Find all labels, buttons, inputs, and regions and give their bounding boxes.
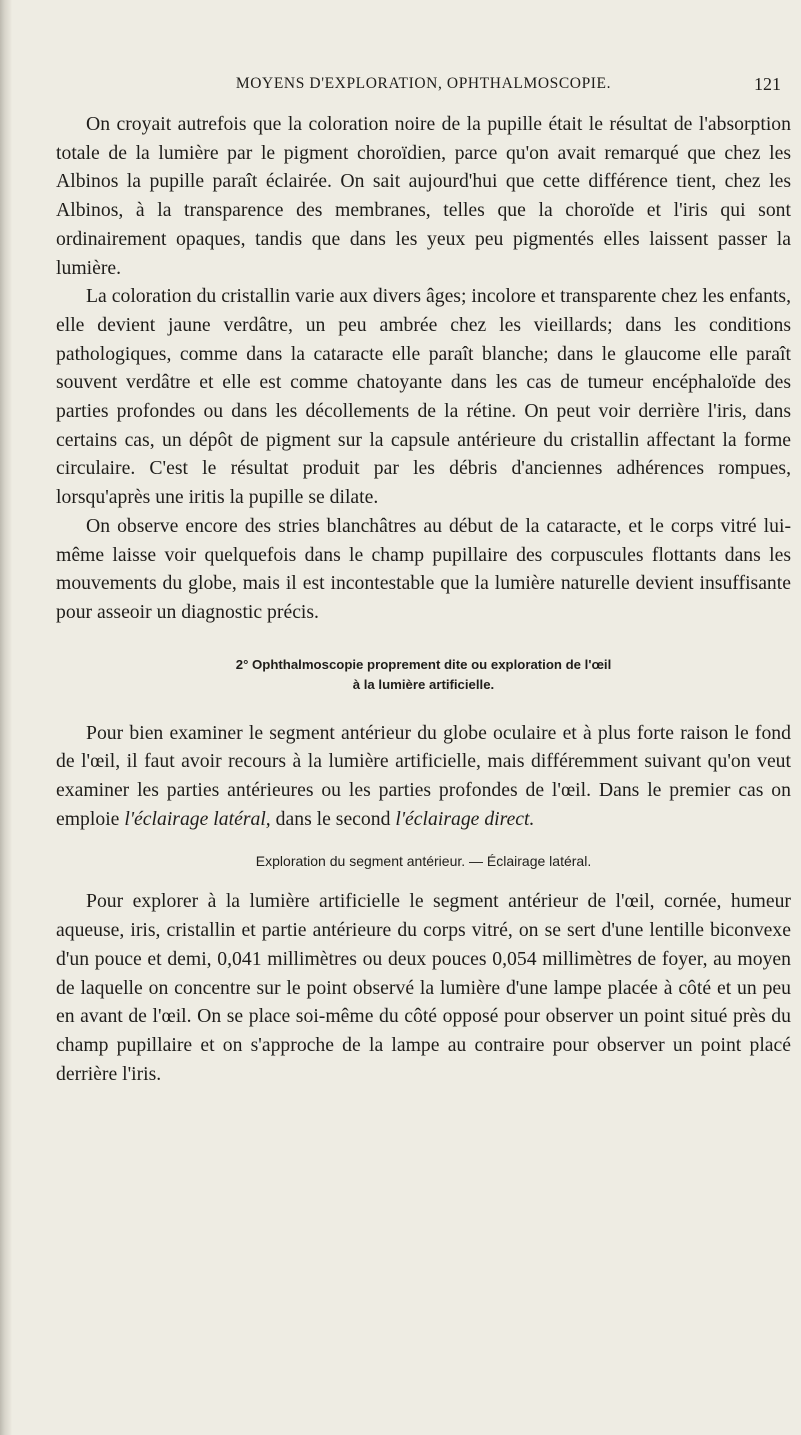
- body-text: [56, 110, 791, 1088]
- paragraph-pupil-coloration: On croyait autrefois que la coloration noire de la pupille était le résultat de l'absorption totale de la lumière par le pigment choroïdien, parce qu'on avait remarqué que chez les Albinos la pupille paraît éclairée. On sait aujourd'hui que cette différence tient, chez les Albinos, à la transparence des membranes, telles que la choroïde et l'iris qui sont ordinairement opaques, tandis que dans les yeux peu pigmentés elles laissent passer la lumière.: [56, 113, 791, 279]
- paragraph-lateral-lighting: Pour explorer à la lumière artificielle le segment antérieur de l'œil, cornée, humeur aqueuse, iris, cristallin et partie antérieure du corps vitré, on se sert d'une lentille biconvexe d'un pouce et demi, 0,041 millimètres ou deux pouces 0,054 millimètres de foyer, au moyen de laquelle on concentre sur le point observé la lumière d'une lampe placée à côté et un peu en avant de l'œil. On se place soi-même du côté opposé pour observer un point situé près du champ pupillaire et on s'approche de la lampe au contraire pour observer un point placé derrière l'iris.: [56, 890, 791, 1085]
- page-binding-shadow: [0, 0, 12, 1435]
- section-heading-line2: à la lumière artificielle.: [352, 676, 495, 692]
- running-head: MOYENS D'EXPLORATION, OPHTHALMOSCOPIE.: [235, 75, 612, 92]
- italic-eclairage-lateral: l'éclairage latéral,: [124, 807, 271, 830]
- section-heading-line1: 2° Ophthalmoscopie proprement dite ou exploration de l'œil: [235, 656, 612, 672]
- subsection-heading: Exploration du segment antérieur. — Éclairage latéral.: [255, 853, 592, 870]
- paragraph-artificial-light-text-a: Pour bien examiner le segment antérieur du globe oculaire et à plus forte raison le fond de l'œil, il faut avoir recours à la lumière artificielle, mais différemment suivant qu'on veut examiner les parties antérieures ou les parties profondes de l'œil. Dans le premier cas on emploie: [56, 721, 791, 830]
- page-header: [56, 75, 791, 95]
- page-number: 121: [754, 74, 781, 94]
- paragraph-artificial-light-text-b: dans le second: [270, 807, 396, 830]
- paragraph-artificial-light: [56, 719, 791, 834]
- paragraph-lens-coloration: La coloration du cristallin varie aux divers âges; incolore et transparente chez les enfants, elle devient jaune verdâtre, un peu ambrée chez les vieillards; dans les conditions pathologiques, comme dans la cataracte elle paraît blanche; dans le glaucome elle paraît souvent verdâtre et elle est comme chatoyante dans les cas de tumeur encéphaloïde des parties profondes ou dans les décollements de la rétine. On peut voir derrière l'iris, dans certains cas, un dépôt de pigment sur la capsule antérieure du cristallin affectant la forme circulaire. C'est le résultat produit par les débris d'anciennes adhérences rompues, lorsqu'après une iritis la pupille se dilate.: [56, 285, 791, 509]
- paragraph-cataract-striae: On observe encore des stries blanchâtres au début de la cataracte, et le corps vitré lui-même laisse voir quelquefois dans le champ pupillaire des corpuscules flottants dans les mouvements du globe, mais il est incontestable que la lumière naturelle devient insuffisante pour asseoir un diagnostic précis.: [56, 514, 791, 623]
- italic-eclairage-direct: l'éclairage direct.: [395, 807, 535, 830]
